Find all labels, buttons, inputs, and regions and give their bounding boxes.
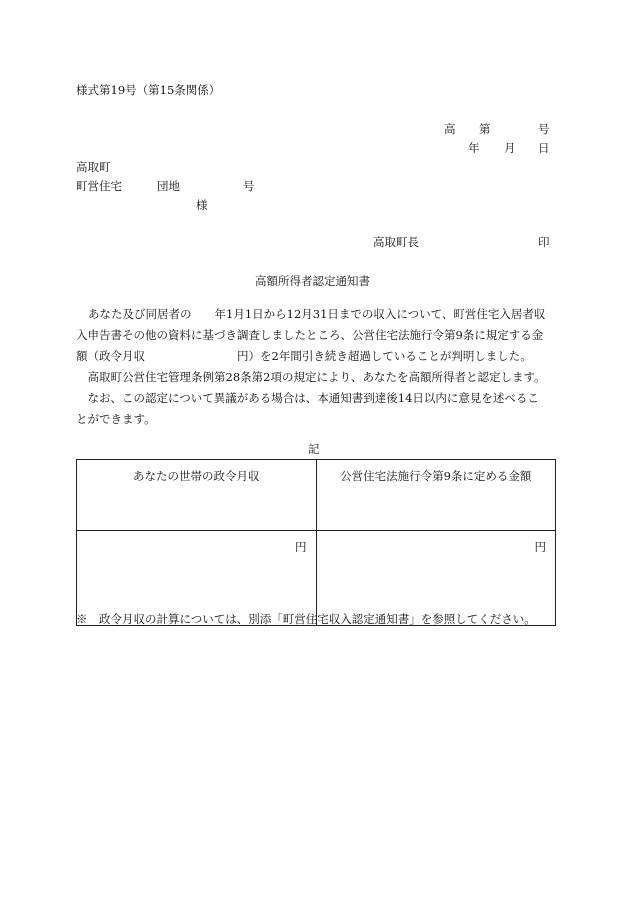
table-cell-statutory-amount: 円 [316, 531, 556, 626]
paragraph-1-line-1: あなた及び同居者の 年1月1日から12月31日までの収入について、町営住宅入居者収 [88, 307, 546, 321]
recipient-town: 高取町 [76, 160, 111, 174]
date-month: 月 [504, 141, 516, 155]
paragraph-3-line-1: なお、この認定について異議がある場合は、本通知書到達後14日以内に意見を述べるこ [76, 391, 539, 405]
doc-no-prefix: 高 [444, 122, 456, 136]
table-header-statutory-amount: 公営住宅法施行令第9条に定める金額 [316, 460, 556, 531]
paragraph-1-line-3: 額（政令月収 円）を2年間引き続き超過していることが判明しました。 [76, 349, 532, 363]
issuer-title: 高取町長 [373, 235, 419, 249]
doc-no-dai: 第 [479, 122, 491, 136]
body-text [76, 304, 552, 430]
recipient-sama: 様 [196, 198, 208, 212]
document-title: 高額所得者認定通知書 [255, 274, 370, 288]
form-number: 様式第19号（第15条関係） [76, 83, 221, 97]
table-cell-household-income: 円 [77, 531, 317, 626]
recipient-go: 号 [243, 179, 255, 193]
income-table [76, 459, 556, 626]
ki-heading: 記 [308, 442, 320, 456]
paragraph-1-line-2: 入申告書その他の資料に基づき調査しましたところ、公営住宅法施行令第9条に規定する金 [76, 328, 544, 342]
doc-no-go: 号 [538, 122, 550, 136]
paragraph-3-line-2: とができます。 [76, 412, 156, 426]
paragraph-2: 高取町公営住宅管理条例第28条第2項の規定により、あなたを高額所得者と認定します。 [76, 370, 546, 384]
table-header-household-income: あなたの世帯の政令月収 [77, 460, 317, 531]
recipient-housing: 町営住宅 [76, 179, 122, 193]
issuer-seal: 印 [538, 235, 550, 249]
footnote: ※ 政令月収の計算については、別添「町営住宅収入認定通知書」を参照してください。 [76, 612, 536, 626]
recipient-danchi: 団地 [157, 179, 180, 193]
date-day: 日 [538, 141, 550, 155]
date-year: 年 [468, 141, 480, 155]
